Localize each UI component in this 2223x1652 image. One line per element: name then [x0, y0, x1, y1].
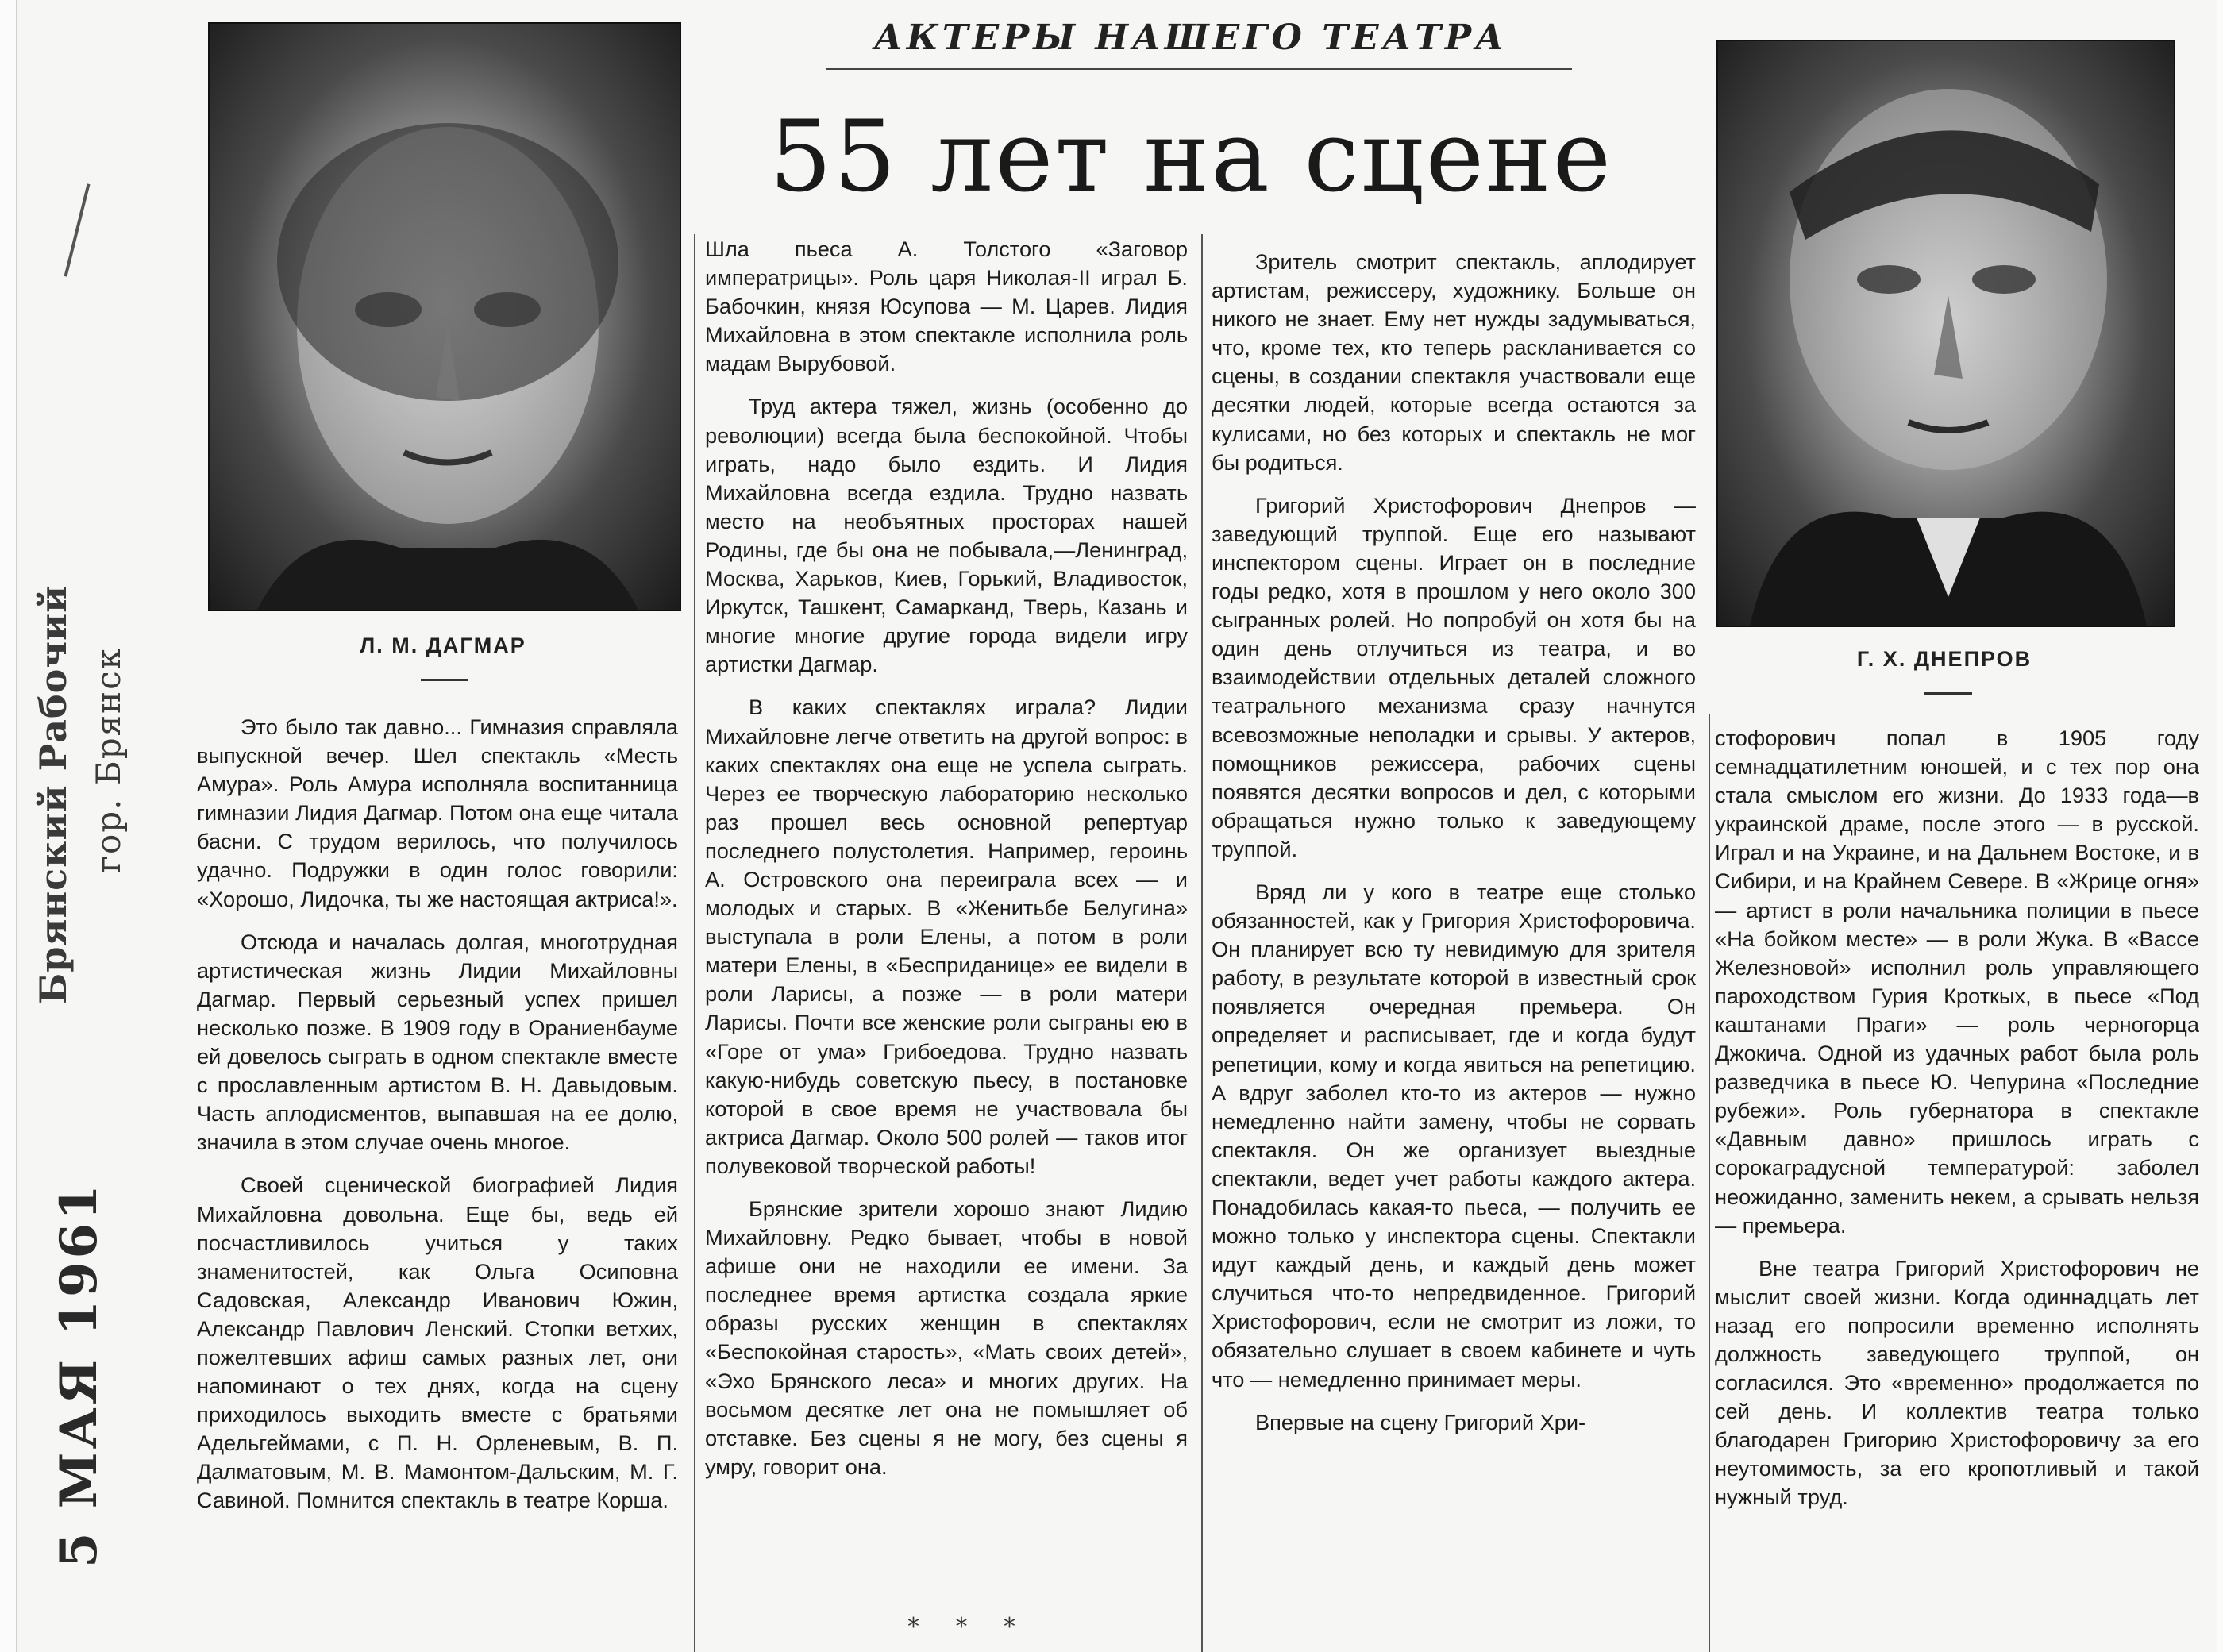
paragraph: Брянские зрители хорошо знают Лидию Михайловну. Редко бывает, чтобы в новой афише они не находили ее имени. За последнее время артистка создала яркие образы русских женщин в спектаклях «Беспокойная старость», «Мать своих детей», «Эхо Брянского леса» и многих других. На восьмом десятке лет она не помышляет об отставке. Без сцены я не могу, без сцены я умру, говорит она. [705, 1196, 1188, 1479]
headline: 55 лет на сцене [769, 100, 1612, 214]
paragraph: Шла пьеса А. Толстого «Заговор императрицы». Роль царя Николая-II играл Б. Бабочкин, князя Юсупова — М. Царев. Лидия Михайловна в этом спектакле исполнила роль мадам Вырубовой. [705, 237, 1188, 376]
paragraph: Вне театра Григорий Христофорович не мыслит своей жизни. Когда одиннадцать лет назад его попросили временно исполнять должность заведующего труппой, он согласился. Это «временно» продолжается по сей день. И коллектив театра только благодарен Григорию Христофоровичу за его неутомимость, за его кропотливый и такой нужный труд. [1715, 1255, 2199, 1510]
article-column-3 [1212, 248, 1696, 1437]
paragraph: Вряд ли у кого в театре еще столько обязанностей, как у Григория Христофоровича. Он планирует всю ту невидимую для зрителя работу, в результате которой в известный срок появляется очередная премьера. Он определяет и расписывает, где и когда будут репетиции, кому и когда явиться на репетицию. А вдруг заболел кто-то из актеров — нужно немедленно найти замену, чтобы не сорвать спектакля. Он же организует выездные спектакли, ведет учет работы каждого актера. Понадобилась какая-то пьеса, — получить ее можно только у инспектора сцены. Спектакли идут каждый день, и каждый день может случиться что-то непредвиденное. Григорий Христофорович, если не смотрит из ложи, то обязательно слушает в своем кабинете и чуть что — немедленно принимает меры. [1212, 879, 1696, 1392]
date-stamp: 5 МАЯ 1961 [49, 1181, 109, 1568]
column-rule-1 [694, 234, 695, 1652]
rubric-underline [826, 68, 1572, 70]
caption-rule-left [421, 679, 468, 681]
section-separator: * * * [907, 1613, 1031, 1641]
paragraph: Отсюда и началась долгая, многотрудная артистическая жизнь Лидии Михайловны Дагмар. Первый серьезный успех пришел несколько позже. В 1909 году в Ораниенбауме ей довелось сыграть в одном спектакле вместе с прославленным артистом В. Н. Давыдовым. Часть аплодисментов, выпавшая на ее долю, значила в этом случае очень многое. [197, 929, 678, 1155]
portrait-dagmar [208, 22, 681, 611]
article-column-1 [197, 713, 678, 1515]
caption-rule-right [1924, 692, 1972, 695]
newspaper-name: Брянский Рабочий [32, 584, 75, 1004]
rubric: АКТЕРЫ НАШЕГО ТЕАТРА [874, 17, 1508, 58]
paragraph: Своей сценической биографией Лидия Михайловна довольна. Еще бы, ведь ей посчастливилось учиться у таких знаменитостей, как Ольга Осиповна Садовская, Александр Иванович Южин, Александр Павлович Ленский. Стопки ветхих, пожелтевших афиш самых разных лет, они напоминают о тех днях, когда на сцену приходилось выходить вместе с братьями Адельгеймами, с П. Н. Орленевым, В. П. Далматовым, М. В. Мамонтом-Дальским, М. Г. Савиной. Помнится спектакль в театре Корша. [197, 1173, 678, 1513]
city-note: гор. Брянск [89, 647, 128, 873]
paragraph: Впервые на сцену Григорий Хри- [1255, 1409, 1586, 1434]
paragraph: В каких спектаклях играла? Лидии Михайловне легче ответить на другой вопрос: в каких спектаклях она еще не успела сыграть. Через ее творческую лабораторию несколько раз прошел весь основной репертуар последнего полустолетия. Например, героинь А. Островского она переиграла всех — и молодых и старых. В «Женитьбе Белугина» выступала в роли Елены, а потом в роли матери Елены, в «Бесприданице» ее видели в роли Ларисы, а позже — в роли матери Ларисы. Почти все женские роли сыграны ею в «Горе от ума» Грибоедова. Трудно назвать какую-нибудь советскую пьесу, в постановке которой в свое время не участвовала бы актриса Дагмар. Около 500 ролей — таков итог полувековой творческой работы! [705, 695, 1188, 1178]
article-column-4 [1715, 724, 2199, 1512]
paragraph: стофорович попал в 1905 году семнадцатилетним юношей, и с тех пор она стала смыслом его жизни. До 1933 года—в украинской драме, после этого — в русской. Играл и на Украине, и на Дальнем Востоке, и в Сибири, и на Крайнем Севере. В «Жрице огня» — артист в роли начальника полиции в пьесе «На бойком месте» — в роли Жука. В «Вассе Железновой» исполнил роль управляющего пароходством Гурия Кроткых, в пьесе «Под каштанами Праги» — роль черногорца Джокича. Одной из удачных работ была роль разведчика в пьесе Ю. Чепурина «Последние рубежи». Роль губернатора в спектакле «Давным давно» пришлось играть с сорокаградусной температурой: заболел неожиданно, заменить некем, а срывать нельзя — премьера. [1715, 726, 2199, 1238]
caption-dneprov: Г. Х. ДНЕПРОВ [1856, 647, 2032, 671]
paragraph: Зритель смотрит спектакль, аплодирует артистам, режиссеру, художнику. Больше он никого не знает. Ему нет нужды задумываться, что, кроме тех, кто теперь раскланивается со сцены, в создании спектакля участвовали еще десятки людей, которые всегда остаются за кулисами, но без которых и спектакль не мог бы родиться. [1212, 249, 1696, 475]
portrait-dneprov [1716, 40, 2175, 627]
paragraph: Григорий Христофорович Днепров — заведующий труппой. Еще его называют инспектором сцены. Играет он в последние годы редко, хотя в прошлом у него около 300 сыгранных ролей. Но попробуй он хотя бы на один день отлучиться из театра, и во взаимодействии отдельных деталей сложного театрального механизма сразу начнутся всевозможные неполадки и срывы. У актеров, помощников режиссера, рабочих сцены появятся десятки вопросов и дел, с которыми обращаться нужно только к заведующему труппой. [1212, 492, 1696, 861]
paragraph: Труд актера тяжел, жизнь (особенно до революции) всегда была беспокойной. Чтобы играть, надо было ездить. И Лидия Михайловна всегда ездила. Трудно назвать место на необъятных просторах нашей Родины, где бы она не побывала,—Ленинград, Москва, Харьков, Киев, Горький, Владивосток, Иркутск, Ташкент, Самарканд, Тверь, Казань и многие многие другие города видели игру артистки Дагмар. [705, 394, 1188, 677]
article-column-2 [705, 235, 1188, 1481]
column-rule-2 [1201, 234, 1203, 1652]
column-rule-3 [1709, 714, 1710, 1652]
caption-dagmar: Л. М. ДАГМАР [360, 633, 526, 657]
paragraph: Это было так давно... Гимназия справляла выпускной вечер. Шел спектакль «Месть Амура». Роль Амура исполняла воспитанница гимназии Лидия Дагмар. Потом она еще читала басни. С трудом верилось, что получилось удачно. Подружки в один голос говорили: «Хорошо, Лидочка, ты же настоящая актриса!». [197, 714, 678, 911]
